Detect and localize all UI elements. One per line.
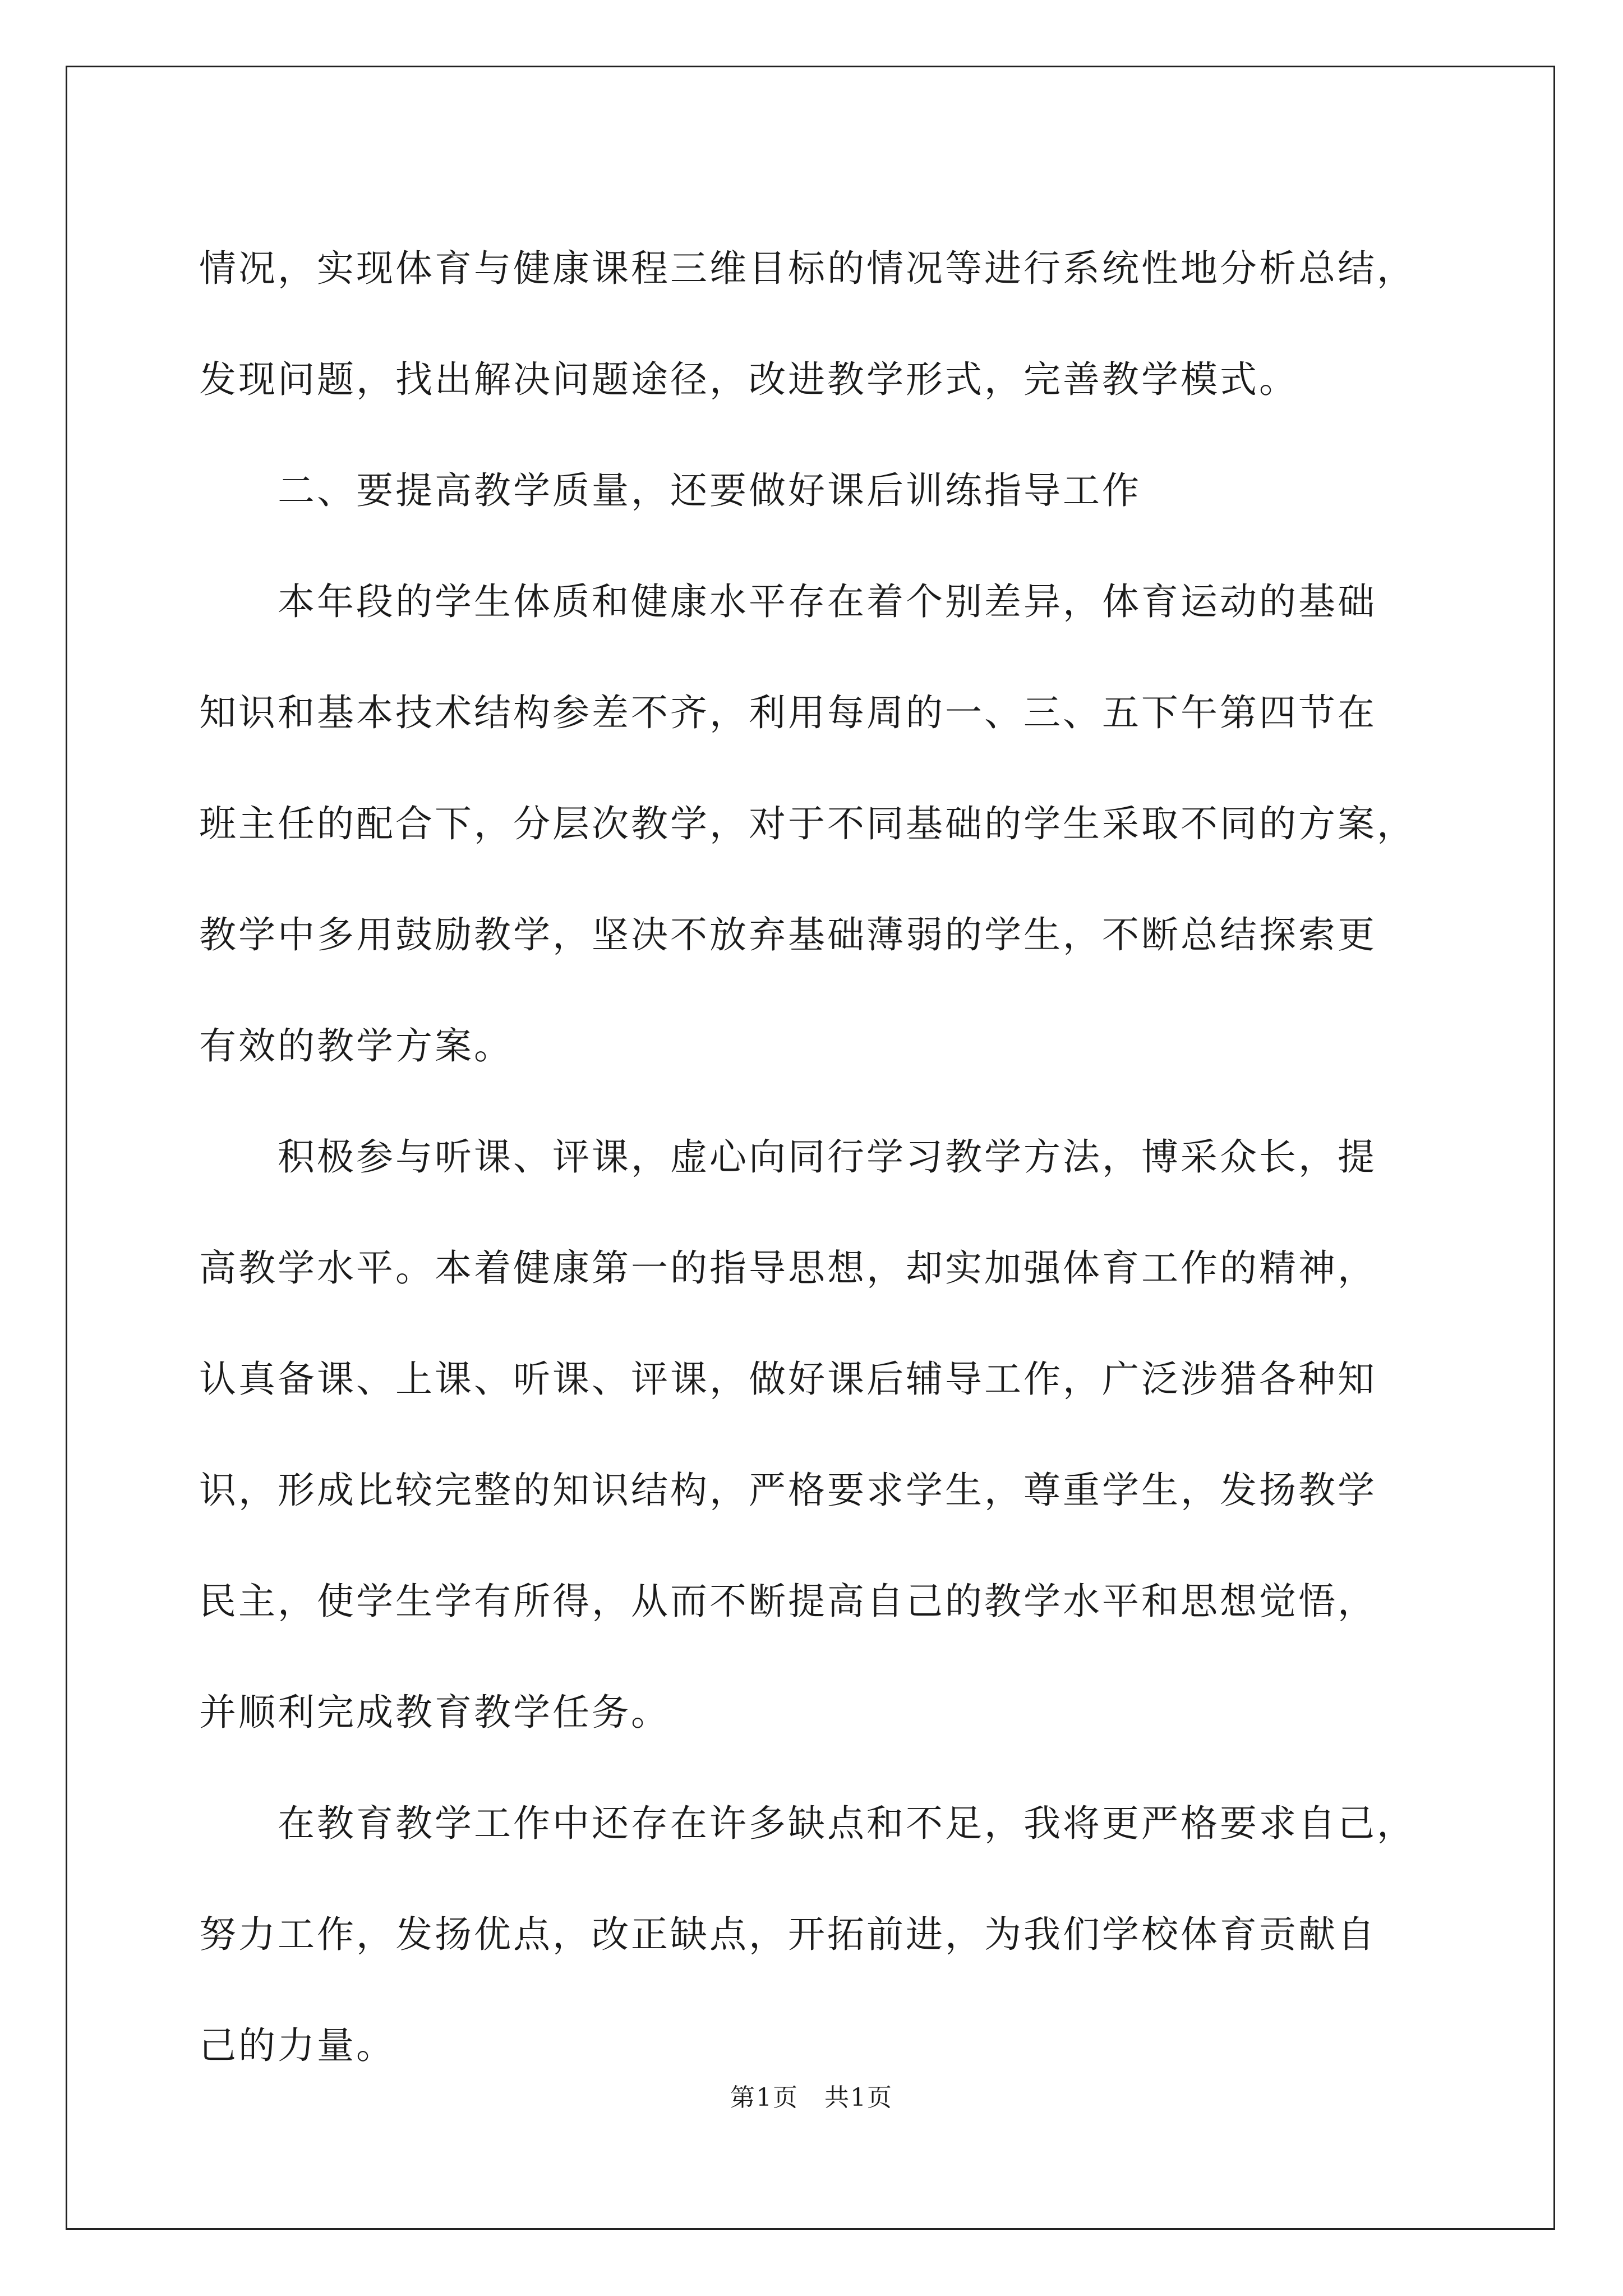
paragraph (199, 546, 1433, 1102)
paragraph (199, 1768, 1433, 2101)
text-line: 二、要提高教学质量，还要做好课后训练指导工作 (278, 469, 1141, 512)
text-line: 民主，使学生学有所得，从而不断提高自己的教学水平和思想觉悟， (199, 1580, 1377, 1623)
text-line: 知识和基本技术结构参差不齐，利用每周的一、三、五下午第四节在 (199, 691, 1377, 734)
text-line: 己的力量。 (199, 2024, 395, 2067)
paragraph-continuation (199, 213, 1433, 435)
text-line: 情况，实现体育与健康课程三维目标的情况等进行系统性地分析总结， (199, 247, 1416, 290)
text-line: 识，形成比较完整的知识结构，严格要求学生，尊重学生，发扬教学 (199, 1469, 1377, 1512)
page-number: 第1页 共1页 (730, 2083, 893, 2112)
paragraph (199, 1102, 1433, 1768)
text-line: 班主任的配合下，分层次教学，对于不同基础的学生采取不同的方案， (199, 802, 1416, 845)
text-line: 教学中多用鼓励教学，坚决不放弃基础薄弱的学生，不断总结探索更 (199, 913, 1377, 956)
text-line: 在教育教学工作中还存在许多缺点和不足，我将更严格要求自己， (278, 1802, 1416, 1845)
text-line: 并顺利完成教育教学任务。 (199, 1691, 670, 1734)
text-line: 努力工作，发扬优点，改正缺点，开拓前进，为我们学校体育贡献自 (199, 1913, 1377, 1956)
text-line: 高教学水平。本着健康第一的指导思想，却实加强体育工作的精神， (199, 1246, 1377, 1290)
text-line: 积极参与听课、评课，虚心向同行学习教学方法，博采众长，提 (278, 1135, 1377, 1179)
text-line: 本年段的学生体质和健康水平存在着个别差异，体育运动的基础 (278, 580, 1377, 623)
page-footer (0, 2081, 1623, 2115)
section-heading (199, 435, 1433, 546)
text-line: 有效的教学方案。 (199, 1024, 513, 1068)
text-line: 发现问题，找出解决问题途径，改进教学形式，完善教学模式。 (199, 358, 1298, 401)
document-body (199, 213, 1433, 2101)
text-line: 认真备课、上课、听课、评课，做好课后辅导工作，广泛涉猎各种知 (199, 1358, 1377, 1401)
